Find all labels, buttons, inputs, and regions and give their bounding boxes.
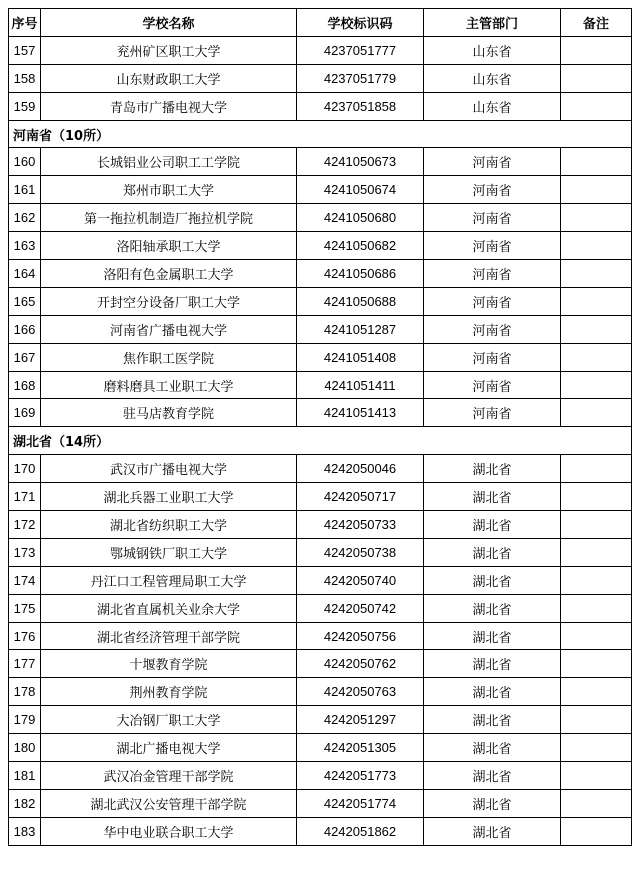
school-code: 4241051411 <box>297 371 424 399</box>
authority: 河南省 <box>424 287 561 315</box>
authority: 湖北省 <box>424 622 561 650</box>
row-number: 173 <box>9 538 41 566</box>
school-code: 4242050046 <box>297 455 424 483</box>
table-row <box>9 260 632 288</box>
school-name: 山东财政职工大学 <box>41 64 297 92</box>
row-number: 183 <box>9 817 41 845</box>
authority: 湖北省 <box>424 789 561 817</box>
school-code: 4241051287 <box>297 315 424 343</box>
header-no: 序号 <box>9 9 41 37</box>
remark <box>561 789 632 817</box>
remark <box>561 594 632 622</box>
authority: 湖北省 <box>424 538 561 566</box>
remark <box>561 64 632 92</box>
school-name: 洛阳有色金属职工大学 <box>41 260 297 288</box>
remark <box>561 511 632 539</box>
school-code: 4241050682 <box>297 232 424 260</box>
header-remark: 备注 <box>561 9 632 37</box>
authority: 山东省 <box>424 92 561 120</box>
school-code: 4242050762 <box>297 650 424 678</box>
row-number: 163 <box>9 232 41 260</box>
remark <box>561 36 632 64</box>
school-code: 4242051862 <box>297 817 424 845</box>
school-code: 4242050717 <box>297 483 424 511</box>
school-name: 鄂城钢铁厂职工大学 <box>41 538 297 566</box>
school-code: 4237051779 <box>297 64 424 92</box>
school-code: 4241050673 <box>297 148 424 176</box>
school-name: 洛阳轴承职工大学 <box>41 232 297 260</box>
authority: 湖北省 <box>424 762 561 790</box>
row-number: 172 <box>9 511 41 539</box>
remark <box>561 176 632 204</box>
authority: 河南省 <box>424 343 561 371</box>
school-name: 丹江口工程管理局职工大学 <box>41 566 297 594</box>
table-row <box>9 148 632 176</box>
school-name: 武汉冶金管理干部学院 <box>41 762 297 790</box>
table-row <box>9 817 632 845</box>
remark <box>561 650 632 678</box>
school-code: 4242050733 <box>297 511 424 539</box>
row-number: 168 <box>9 371 41 399</box>
remark <box>561 92 632 120</box>
school-code: 4241050680 <box>297 204 424 232</box>
school-name: 十堰教育学院 <box>41 650 297 678</box>
school-code: 4242050742 <box>297 594 424 622</box>
school-name: 湖北省经济管理干部学院 <box>41 622 297 650</box>
table-header-row <box>9 9 632 37</box>
school-code: 4241051408 <box>297 343 424 371</box>
authority: 河南省 <box>424 371 561 399</box>
group-label: 湖北省（14所） <box>9 427 632 455</box>
remark <box>561 315 632 343</box>
school-name: 荆州教育学院 <box>41 678 297 706</box>
table-row <box>9 538 632 566</box>
table-row <box>9 204 632 232</box>
school-code: 4242050756 <box>297 622 424 650</box>
authority: 湖北省 <box>424 650 561 678</box>
authority: 湖北省 <box>424 594 561 622</box>
school-name: 武汉市广播电视大学 <box>41 455 297 483</box>
remark <box>561 538 632 566</box>
row-number: 177 <box>9 650 41 678</box>
authority: 湖北省 <box>424 678 561 706</box>
school-code: 4242051305 <box>297 734 424 762</box>
row-number: 160 <box>9 148 41 176</box>
table-row <box>9 650 632 678</box>
authority: 湖北省 <box>424 734 561 762</box>
school-name: 开封空分设备厂职工大学 <box>41 287 297 315</box>
row-number: 159 <box>9 92 41 120</box>
table-row <box>9 64 632 92</box>
authority: 湖北省 <box>424 455 561 483</box>
school-name: 焦作职工医学院 <box>41 343 297 371</box>
row-number: 157 <box>9 36 41 64</box>
school-code: 4242050740 <box>297 566 424 594</box>
school-name: 湖北广播电视大学 <box>41 734 297 762</box>
row-number: 174 <box>9 566 41 594</box>
school-code: 4241050686 <box>297 260 424 288</box>
row-number: 181 <box>9 762 41 790</box>
row-number: 167 <box>9 343 41 371</box>
authority: 湖北省 <box>424 566 561 594</box>
authority: 湖北省 <box>424 817 561 845</box>
school-code: 4242050738 <box>297 538 424 566</box>
school-code: 4242051297 <box>297 706 424 734</box>
table-row <box>9 706 632 734</box>
school-code: 4242051774 <box>297 789 424 817</box>
remark <box>561 566 632 594</box>
remark <box>561 148 632 176</box>
table-body <box>9 36 632 845</box>
table-row <box>9 455 632 483</box>
table-row <box>9 762 632 790</box>
school-code: 4241050674 <box>297 176 424 204</box>
authority: 河南省 <box>424 399 561 427</box>
group-header-row <box>9 427 632 455</box>
remark <box>561 260 632 288</box>
remark <box>561 371 632 399</box>
header-school-name: 学校名称 <box>41 9 297 37</box>
authority: 河南省 <box>424 260 561 288</box>
table-row <box>9 232 632 260</box>
group-header-row <box>9 120 632 148</box>
authority: 湖北省 <box>424 706 561 734</box>
group-label: 河南省（10所） <box>9 120 632 148</box>
remark <box>561 483 632 511</box>
row-number: 158 <box>9 64 41 92</box>
school-name: 河南省广播电视大学 <box>41 315 297 343</box>
remark <box>561 706 632 734</box>
school-code: 4242050763 <box>297 678 424 706</box>
row-number: 171 <box>9 483 41 511</box>
school-name: 湖北武汉公安管理干部学院 <box>41 789 297 817</box>
row-number: 176 <box>9 622 41 650</box>
authority: 河南省 <box>424 315 561 343</box>
school-name: 青岛市广播电视大学 <box>41 92 297 120</box>
table-row <box>9 287 632 315</box>
school-code: 4237051858 <box>297 92 424 120</box>
school-name: 长城铝业公司职工工学院 <box>41 148 297 176</box>
table-row <box>9 789 632 817</box>
remark <box>561 204 632 232</box>
table-row <box>9 36 632 64</box>
remark <box>561 455 632 483</box>
row-number: 180 <box>9 734 41 762</box>
authority: 山东省 <box>424 64 561 92</box>
school-name: 大冶钢厂职工大学 <box>41 706 297 734</box>
remark <box>561 232 632 260</box>
school-name: 湖北兵器工业职工大学 <box>41 483 297 511</box>
school-name: 湖北省直属机关业余大学 <box>41 594 297 622</box>
row-number: 169 <box>9 399 41 427</box>
row-number: 175 <box>9 594 41 622</box>
school-code: 4237051777 <box>297 36 424 64</box>
remark <box>561 622 632 650</box>
header-code: 学校标识码 <box>297 9 424 37</box>
remark <box>561 734 632 762</box>
row-number: 165 <box>9 287 41 315</box>
table-row <box>9 622 632 650</box>
authority: 山东省 <box>424 36 561 64</box>
table-row <box>9 371 632 399</box>
school-code: 4242051773 <box>297 762 424 790</box>
header-authority: 主管部门 <box>424 9 561 37</box>
remark <box>561 343 632 371</box>
school-name: 华中电业联合职工大学 <box>41 817 297 845</box>
authority: 河南省 <box>424 232 561 260</box>
row-number: 182 <box>9 789 41 817</box>
remark <box>561 399 632 427</box>
table-row <box>9 566 632 594</box>
table-row <box>9 678 632 706</box>
authority: 河南省 <box>424 176 561 204</box>
school-code: 4241051413 <box>297 399 424 427</box>
authority: 湖北省 <box>424 483 561 511</box>
school-name: 驻马店教育学院 <box>41 399 297 427</box>
row-number: 164 <box>9 260 41 288</box>
school-code: 4241050688 <box>297 287 424 315</box>
table-row <box>9 483 632 511</box>
remark <box>561 287 632 315</box>
school-name: 第一拖拉机制造厂拖拉机学院 <box>41 204 297 232</box>
remark <box>561 762 632 790</box>
authority: 河南省 <box>424 204 561 232</box>
table-row <box>9 511 632 539</box>
row-number: 170 <box>9 455 41 483</box>
table-row <box>9 594 632 622</box>
school-name: 湖北省纺织职工大学 <box>41 511 297 539</box>
row-number: 162 <box>9 204 41 232</box>
table-row <box>9 343 632 371</box>
remark <box>561 678 632 706</box>
table-row <box>9 92 632 120</box>
row-number: 179 <box>9 706 41 734</box>
school-name: 兖州矿区职工大学 <box>41 36 297 64</box>
row-number: 161 <box>9 176 41 204</box>
school-list-table <box>8 8 632 846</box>
school-name: 磨料磨具工业职工大学 <box>41 371 297 399</box>
row-number: 166 <box>9 315 41 343</box>
authority: 河南省 <box>424 148 561 176</box>
table-row <box>9 315 632 343</box>
remark <box>561 817 632 845</box>
table-row <box>9 399 632 427</box>
row-number: 178 <box>9 678 41 706</box>
school-name: 郑州市职工大学 <box>41 176 297 204</box>
authority: 湖北省 <box>424 511 561 539</box>
table-row <box>9 176 632 204</box>
table-row <box>9 734 632 762</box>
